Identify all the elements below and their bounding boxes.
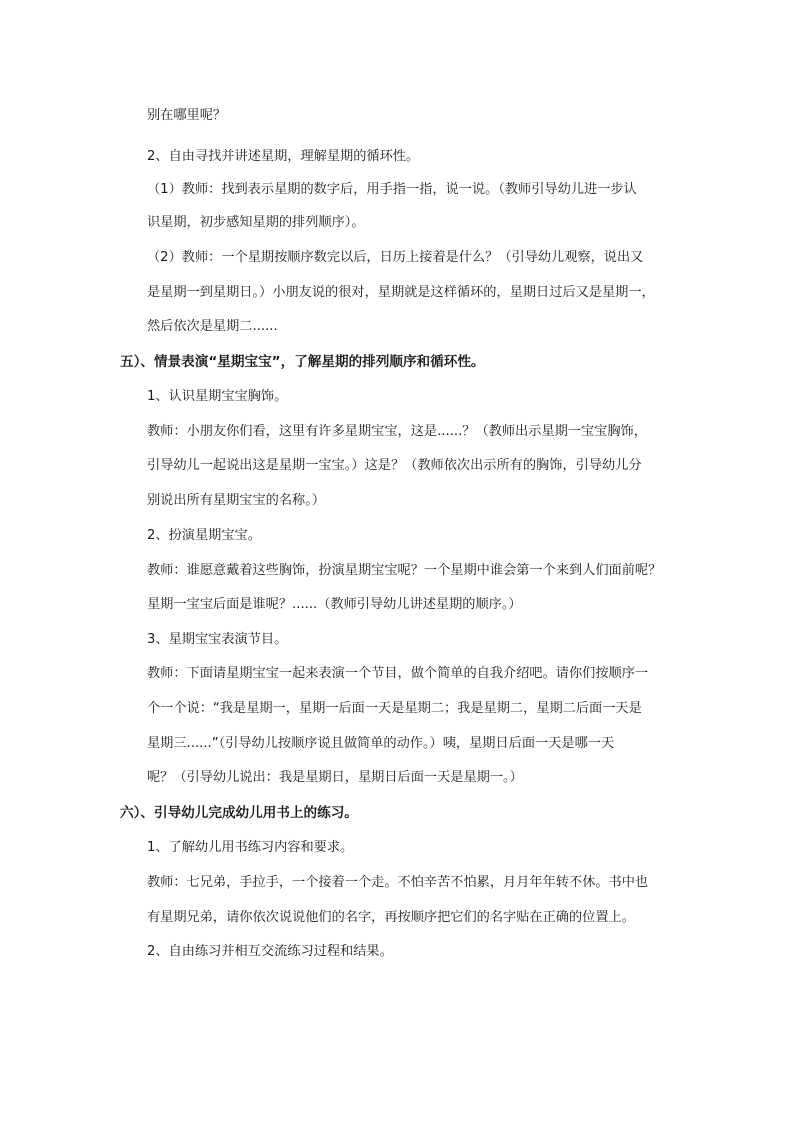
paragraph-line: 教师：七兄弟，手拉手，一个接着一个走。不怕辛苦不怕累，月月年年转不休。书中也	[147, 875, 649, 890]
paragraph-line: 是星期一到星期日。）小朋友说的很对，星期就是这样循环的，星期日过后又是星期一，	[147, 285, 655, 300]
paragraph-line: 星期一宝宝后面是谁呢？......（教师引导幼儿讲述星期的顺序。）	[147, 597, 522, 612]
paragraph-line: 引导幼儿一起说出这是星期一宝宝。）这是？（教师依次出示所有的胸饰，引导幼儿分	[147, 458, 642, 473]
list-item-heading: 3、星期宝宝表演节目。	[147, 632, 288, 647]
paragraph-line: 教师：谁愿意戴着这些胸饰，扮演星期宝宝呢？一个星期中谁会第一个来到人们面前呢？	[147, 563, 662, 578]
paragraph-line: 有星期兄弟，请你依次说说他们的名字，再按顺序把它们的名字贴在正确的位置上。	[147, 910, 635, 925]
paragraph-line: 个一个说：“我是星期一，星期一后面一天是星期二；我是星期二，星期二后面一天是	[147, 701, 642, 716]
paragraph-line: 星期三......”（引导幼儿按顺序说且做简单的动作。）咦，星期日后面一天是哪一天	[147, 736, 615, 751]
list-item-heading: 2、自由寻找并讲述星期，理解星期的循环性。	[147, 149, 420, 164]
paragraph-line: 教师：小朋友你们看，这里有许多星期宝宝，这是......？（教师出示星期一宝宝胸饰，	[147, 424, 647, 439]
paragraph-line: （2）教师：一个星期按顺序数完以后，日历上接着是什么？（引导幼儿观察，说出又	[147, 250, 644, 265]
paragraph-line: 然后依次是星期二......	[147, 319, 278, 334]
list-item-heading: 1、了解幼儿用书练习内容和要求。	[147, 840, 354, 855]
paragraph-line: 呢？（引导幼儿说出：我是星期日，星期日后面一天是星期一。）	[147, 770, 523, 785]
paragraph-line: 别在哪里呢？	[147, 108, 227, 123]
list-item-heading: 2、自由练习并相互交流练习过程和结果。	[147, 944, 393, 959]
paragraph-line: 教师：下面请星期宝宝一起来表演一个节目，做个简单的自我介绍吧。请你们按顺序一	[147, 666, 649, 681]
list-item-heading: 1、认识星期宝宝胸饰。	[147, 389, 288, 404]
section-heading: 六）、引导幼儿完成幼儿用书上的练习。	[120, 805, 358, 821]
paragraph-line: 识星期，初步感知星期的排列顺序）。	[147, 215, 365, 230]
section-heading: 五）、情景表演“星期宝宝”，了解星期的排列顺序和循环性。	[120, 354, 485, 370]
list-item-heading: 2、扮演星期宝宝。	[147, 528, 261, 543]
paragraph-line: 别说出所有星期宝宝的名称。）	[147, 493, 326, 508]
paragraph-line: （1）教师：找到表示星期的数字后，用手指一指，说一说。（教师引导幼儿进一步认	[147, 182, 637, 197]
